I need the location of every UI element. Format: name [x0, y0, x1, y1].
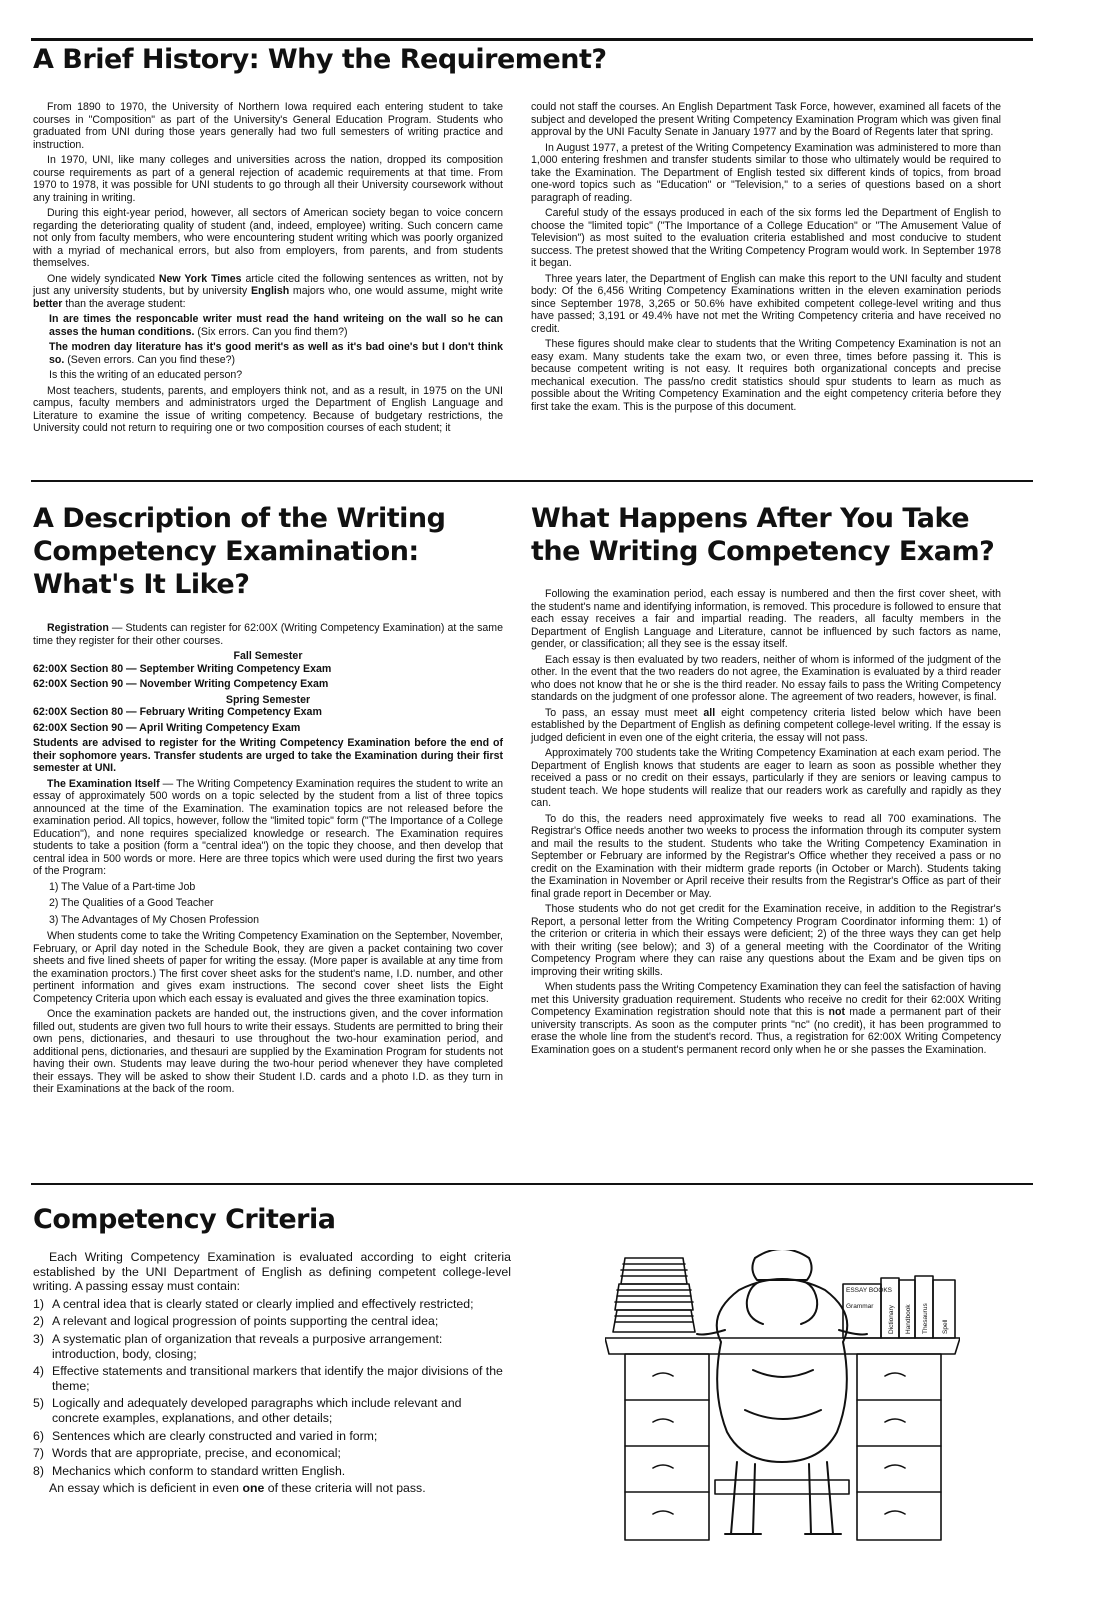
- criteria-item: 6) Sentences which are clearly constructed and varied in form;: [33, 1428, 378, 1443]
- criteria-item: 7) Words that are appropriate, precise, and economical;: [33, 1446, 341, 1461]
- criteria-block: [33, 1250, 511, 1499]
- criteria-list: [33, 1297, 511, 1479]
- spring-item-2: 62:00X Section 90 — April Writing Competency Exam: [33, 721, 301, 734]
- after-para-5: Those students who do not get credit for the Examination receive, in addition to the Registrar's Report, a personal letter from the Writing Competency Program Coordinator informing them: 1) of the criterion or criteria in which their essays were deficient; 2) of the three ways they can get help with their writing (see below); and 3) of a general meeting with the Coordinator of the Writing Competency Program where they can raise any questions about the Exam and be given tips on improving their writing skills.: [531, 903, 1001, 978]
- middle-rule: [31, 480, 1033, 482]
- paper-stack-icon: [613, 1258, 695, 1332]
- description-para-2: Once the examination packets are handed out, the instructions given, and the cover information filled out, students are given two full hours to write their essays. Students are permitted to bring their own pens, dictionaries, and thesauri to use throughout the two-hour examination period, and additional pens, dictionaries, and thesauri are supplied by the Examination Program for students not having their own. Students may leave during the two-hour period whenever they have completed their essays. They will be asked to show their Student I.D. cards and a photo I.D. as they turn in their Examinations at the back of the room.: [33, 1008, 503, 1095]
- topic-item: 1) The Value of a Part-time Job: [49, 880, 196, 893]
- fall-heading: Fall Semester: [233, 650, 303, 662]
- topic-item: 3) The Advantages of My Chosen Profession: [49, 913, 260, 926]
- after-title: [531, 502, 994, 568]
- history-right-para-2: Careful study of the essays produced in each of the six forms led the Department of English to choose the "limited topic" ("The Importance of a College Education" or "The Amusement Value of Television") as most suited to the evaluation criteria established and most conducive to student success. The pretest showed that the Writing Competency Program would work. In September 1978 it began.: [531, 207, 1001, 269]
- spring-heading: Spring Semester: [225, 693, 311, 706]
- history-nyt-para: One widely syndicated New York Times article cited the following sentences as written, not by just any university students, but by university English majors who, one would assume, might write better than the average student:: [33, 272, 503, 310]
- history-para-3: During this eight-year period, however, all sectors of American society began to voice concern regarding the deteriorating quality of student (and, indeed, employee) writing. Such concern came not only from faculty members, who were encountering student writing which was poorly organized with a myriad of mechanical errors, but also from employers, from parents, and from students themselves.: [33, 207, 503, 269]
- history-para-1: From 1890 to 1970, the University of Northern Iowa required each entering student to take courses in "Composition" as part of the University's General Education Program. Students who graduated from UNI during those years generally had two full semesters of writing practice and instruction.: [33, 101, 503, 151]
- student-at-desk-illustration: [605, 1250, 960, 1552]
- criteria-item: 8) Mechanics which conform to standard written English.: [33, 1463, 346, 1478]
- description-column: [33, 622, 503, 1099]
- description-title-line-2: Competency Examination:: [33, 536, 419, 567]
- fall-item-2: 62:00X Section 90 — November Writing Competency Exam: [33, 678, 329, 690]
- history-left-last: Most teachers, students, parents, and employers think not, and as a result, in 1975 on the UNI campus, faculty members and administrators urged the Department of English Language and Literature to examine the issue of writing competency. Because of budgetary restrictions, the University could not return to requiring one or two composition courses of each student; it: [33, 384, 503, 434]
- criteria-title: Competency Criteria: [33, 1204, 336, 1235]
- history-right-para-1: In August 1977, a pretest of the Writing Competency Examination was administered to more than 1,000 entering freshmen and transfer students similar to those who ultimately would be required to take the Examination. The Department of English tested six different kinds of topics, from broad one-word topics such as "Education" or "Television," to a series of questions based on a short paragraph of reading.: [531, 141, 1001, 204]
- history-right-para-3: Three years later, the Department of English can make this report to the UNI faculty and student body: Of the 6,456 Writing Competency Examinations written in the eleven examination periods since September 1978, 3,265 or 50.6% have exhibited competent college-level writing and thus have passed; 3,191 or 49.4% have not met the Writing Competency criteria and have received no credit.: [531, 272, 1001, 335]
- history-quote-1: In are times the responcable writer must read the hand writeing on the wall so he can asses the human conditions. (Six errors. Can you find them?): [49, 313, 503, 338]
- top-rule: [31, 38, 1033, 41]
- description-para-1: When students come to take the Writing Competency Examination on the September, November, February, or April day noted in the Schedule Book, they are given a packet containing two cover sheets and five lined sheets of paper for writing the essay. (More paper is available at any time from the examination proctors.) The first cover sheet asks for the student's name, I.D. number, and other pertinent information and gives exam instructions. The second cover sheet lists the Eight Competency Criteria upon which each essay is evaluated and gives the three examination topics.: [33, 930, 503, 1005]
- criteria-item: 3) A systematic plan of organization that reveals a purposive arrangement: introduction, body, closing;: [33, 1331, 443, 1361]
- history-right-first: could not staff the courses. An English Department Task Force, however, examined all facets of the subject and developed the present Writing Competency Examination Program which was given final approval by the UNI Faculty Senate in January 1977 and by the Board of Regents later that spring.: [531, 101, 1001, 138]
- history-quote-2: The modren day literature has it's good merit's as well as it's bad oine's but I don't think so. (Seven errors. Can you find these?): [49, 341, 503, 366]
- history-question: Is this the writing of an educated person?: [49, 369, 243, 381]
- book-label-thesaurus: Thesaurus: [922, 1303, 929, 1334]
- criteria-intro: Each Writing Competency Examination is evaluated according to eight criteria established by the UNI Department of English as defining competent college-level writing. A passing essay must contain:: [33, 1250, 511, 1294]
- after-para-3: Approximately 700 students take the Writing Competency Examination at each exam period. The Department of English knows that students are eager to learn as soon as possible whether they received a pass or no credit on their essays, particularly if they are seniors or leaving campus to student teach. We hope students will realize that our readers work as carefully and rapidly as they can.: [531, 747, 1001, 809]
- criteria-item: 2) A relevant and logical progression of points supporting the central idea;: [33, 1314, 439, 1329]
- after-title-line-1: What Happens After You Take: [531, 503, 970, 534]
- after-para-2: Each essay is then evaluated by two readers, neither of whom is informed of the judgment of the other. In the event that the two readers do not agree, the Examination is evaluated by a third reader who does not know that he or she is the third reader. No essay fails to pass the Writing Competency standards on the judgment of one professor alone. The agreement of two readers, however, is final.: [531, 653, 1001, 703]
- description-title: [33, 502, 445, 601]
- after-para-4: To do this, the readers need approximately five weeks to read all 700 examinations. The Registrar's Office needs another two weeks to process the information through its computer system and mail the results to the student. Students who take the Writing Competency Examination in September or February are informed by the Registrar's Office whether they received a pass or no credit on the Examination with their midterm grade reports (in October or March). Students taking the Examination in November or April receive their results from the Registrar's Office as part of their final grade report in December or May.: [531, 812, 1001, 900]
- book-label-handbook: Handbook: [905, 1304, 912, 1334]
- fall-item-1: 62:00X Section 80 — September Writing Competency Exam: [33, 662, 332, 675]
- description-title-line-3: What's It Like?: [33, 569, 250, 600]
- criteria-item: 5) Logically and adequately developed paragraphs which include relevant and concrete examples, explanations, and other details;: [33, 1396, 462, 1425]
- book-label-spell: Spell: [942, 1319, 949, 1334]
- exam-itself-para: The Examination Itself — The Writing Competency Examination requires the student to write an essay of approximately 500 words on a topic selected by the student from a list of three topics announced at the time of the Examination. The examination topics are not released before the examination period. All topics, however, follow the "limited topic" form ("The Importance of a College Education"), and none requires specialized knowledge or research. The Examination requires students to take a position (form a "central idea") on the topic they choose, and then develop that central idea in 500 words or more. Here are three topics which were used during the first two years of the Program:: [33, 777, 504, 877]
- history-right-column: [531, 101, 1001, 416]
- history-left-column: [33, 101, 503, 438]
- book-label-essay: ESSAY BOOKS: [846, 1287, 893, 1294]
- topic-list: [33, 881, 503, 927]
- after-column: [531, 588, 1001, 1059]
- history-title: A Brief History: Why the Requirement?: [33, 44, 607, 75]
- after-title-line-2: the Writing Competency Exam?: [531, 536, 995, 567]
- student-figure-icon: [697, 1250, 867, 1534]
- registration-para: Registration — Students can register for 62:00X (Writing Competency Examination) at the same time they register for their other courses.: [33, 622, 503, 647]
- bottom-rule: [31, 1183, 1033, 1185]
- spring-item-1: 62:00X Section 80 — February Writing Competency Exam: [33, 706, 322, 718]
- advice-para: Students are advised to register for the Writing Competency Examination before the end of their sophomore years. Transfer students are urged to take the Examination during their first semester at UNI.: [33, 737, 503, 774]
- description-title-line-1: A Description of the Writing: [33, 503, 446, 534]
- book-label-dictionary: Dictionary: [888, 1305, 895, 1334]
- history-right-para-4: These figures should make clear to students that the Writing Competency Examination is not an easy exam. Many students take the exam two, or even three, times before passing it. This is because competent writing is not easy. It requires both organizational concepts and precise mechanical execution. The pass/no credit statistics should spur students to learn as much as possible about the Writing Competency Examination and the eight competency criteria before they first take the exam. This is the purpose of this document.: [531, 338, 1001, 413]
- after-pass-para: To pass, an essay must meet all eight competency criteria listed below which have been established by the Department of English as defining competent college-level writing. If the essay is judged deficient in even one of the eight criteria, the essay will not pass.: [531, 706, 1001, 744]
- book-label-grammar: Grammar: [846, 1303, 874, 1310]
- after-para-1: Following the examination period, each essay is numbered and then the first cover sheet, with the student's name and identifying information, is removed. This procedure is followed to ensure that each essay receives a fair and impartial reading. The readers, all faculty members in the Department of English Language and Literature, cannot be influenced by such factors as name, gender, or classification; all they see is the essay itself.: [531, 588, 1001, 650]
- criteria-item: 1) A central idea that is clearly stated or clearly implied and effectively restricted;: [33, 1296, 474, 1311]
- criteria-closing: An essay which is deficient in even one of these criteria will not pass.: [49, 1481, 426, 1496]
- criteria-item: 4) Effective statements and transitional markers that identify the major divisions of the theme;: [33, 1364, 503, 1393]
- history-para-2: In 1970, UNI, like many colleges and universities across the nation, dropped its composition course requirements as part of a general rejection of academic requirements at that time. From 1970 to 1978, it was possible for UNI students to go through all their University coursework without any training in writing.: [33, 154, 503, 204]
- topic-item: 2) The Qualities of a Good Teacher: [49, 897, 214, 909]
- after-last-para: When students pass the Writing Competency Examination they can feel the satisfaction of having met this University graduation requirement. Students who receive no credit for their 62:00X Writing Competency Examination registration should note that this is not made a permanent part of their university transcripts. As soon as the computer prints "nc" (no credit), it has been programmed to erase the whole line from the student's record. Thus, a registration for 62:00X Writing Competency Examination goes on a student's permanent record only when he or she passes the Examination.: [531, 981, 1001, 1056]
